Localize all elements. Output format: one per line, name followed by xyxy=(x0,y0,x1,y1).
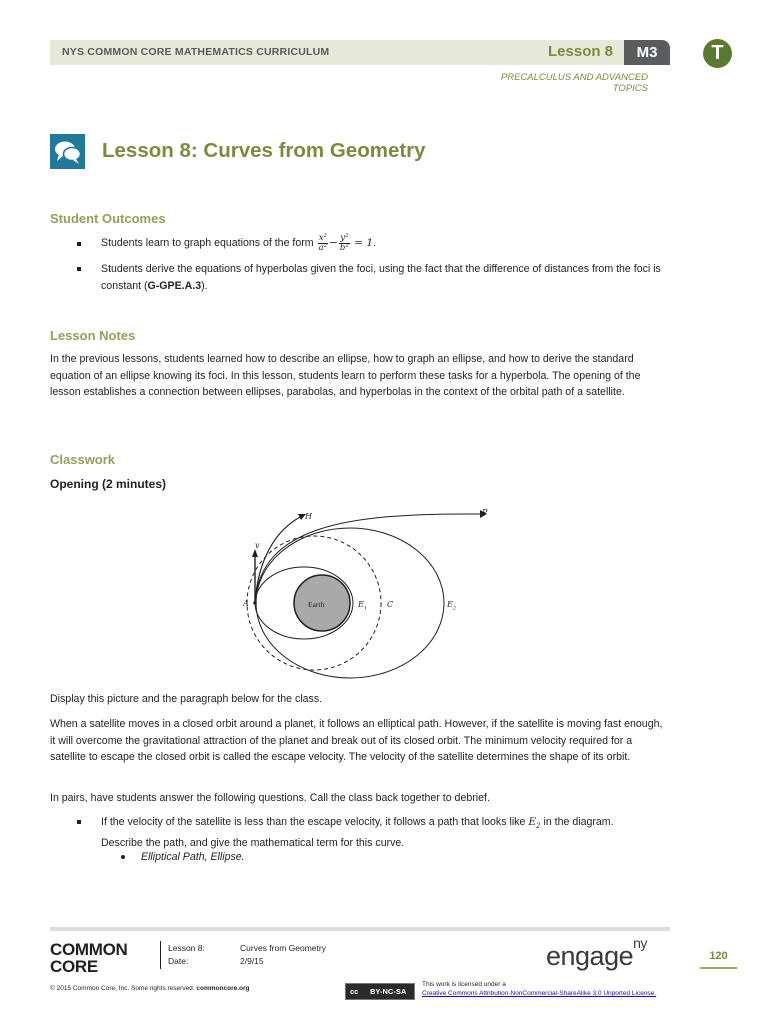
hyperbola-equation: $\frac{\text{x²}}{\text{a²}}$ − $\frac{\text{y²}}{\text{b²}}$ = 1 xyxy=(318,232,374,253)
parabola-p xyxy=(255,514,480,603)
course-label: PRECALCULUS AND ADVANCED TOPICS xyxy=(500,72,648,94)
bullet-marker xyxy=(77,242,81,246)
footer-lesson-label: Lesson 8: xyxy=(168,943,205,953)
label-e1: $E_1$ xyxy=(358,600,368,612)
outcome-2: Students derive the equations of hyperbolas given the foci, using the fact that the difference of distances from the foci is constant (G-GPE.A.3). xyxy=(101,263,661,292)
label-a: A xyxy=(243,599,249,608)
common-core-logo: COMMON CORE xyxy=(50,940,128,976)
label-h: H xyxy=(305,512,312,521)
student-outcomes-heading: Student Outcomes xyxy=(50,211,166,226)
footer-lesson-value: Curves from Geometry xyxy=(240,943,326,953)
lesson-notes-paragraph: In the previous lessons, students learned how to describe an ellipse, how to graph an ellipse, and how to derive the standard equation of an ellipse knowing its foci. In this lesson, students learn to perform these tasks for a hyperbola. The opening of the lesson establishes a connection between ellipses, parabolas, and hyperbolas in the context of the orbital path of a satellite. xyxy=(50,353,641,398)
footer-date-label: Date: xyxy=(168,956,189,966)
opening-heading: Opening (2 minutes) xyxy=(50,477,167,491)
cc-license-badge: cc BY-NC-SA xyxy=(345,983,415,1000)
teacher-icon: T xyxy=(703,39,732,68)
label-v: v xyxy=(255,541,260,550)
page-number: 120 xyxy=(709,950,728,962)
bullet-marker xyxy=(77,820,81,824)
answer-1: Elliptical Path, Ellipse. xyxy=(141,851,245,863)
page-number-underline xyxy=(700,967,737,969)
sub-bullet-marker xyxy=(121,855,125,859)
label-c: C xyxy=(387,600,394,609)
lesson-notes-heading: Lesson Notes xyxy=(50,328,136,343)
hyperbola-h xyxy=(255,516,302,603)
footer-divider xyxy=(50,927,670,931)
module-badge: M3 xyxy=(624,40,670,65)
bullet-marker xyxy=(77,267,81,271)
speech-bubbles-icon xyxy=(50,134,85,169)
copyright-text: © 2015 Common Core, Inc. Some rights reserved. commoncore.org xyxy=(50,985,250,992)
label-p: P xyxy=(482,508,488,517)
display-note: Display this picture and the paragraph below for the class. xyxy=(50,693,323,705)
classwork-heading: Classwork xyxy=(50,452,116,467)
license-link[interactable]: Creative Commons Attribution-NonCommercial-ShareAlike 3.0 Unported License. xyxy=(422,990,657,997)
label-earth: Earth xyxy=(308,600,325,609)
outcome-1: Students learn to graph equations of the form $\frac{\text{x²}}{\text{a²}}$ − $\frac{\text{y²}}{\text{b²}}$ = 1. xyxy=(101,232,377,253)
satellite-paragraph: When a satellite moves in a closed orbit around a planet, it follows an elliptical path. However, if the satellite is moving fast enough, it will overcome the gravitational attraction of the planet and break out of its closed orbit. The minimum velocity required for a satellite to escape the closed orbit is called the escape velocity. The velocity of the satellite determines the shape of its orbit. xyxy=(50,718,663,763)
footer-date-value: 2/9/15 xyxy=(240,956,264,966)
lesson-label: Lesson 8 xyxy=(548,43,614,60)
engage-ny-logo: engage$^{ny}$ xyxy=(546,935,647,971)
pairs-note: In pairs, have students answer the following questions. Call the class back together to debrief. xyxy=(50,792,490,804)
license-line-1: This work is licensed under a xyxy=(422,981,506,988)
question-1: If the velocity of the satellite is less than the escape velocity, it follows a path that looks like $E_2$ in the diagram. Describe the path, and give the mathematical term for this curve. xyxy=(101,816,614,849)
label-e2: $E_2$ xyxy=(447,600,457,612)
page-title: Lesson 8: Curves from Geometry xyxy=(102,139,426,162)
curriculum-label: NYS COMMON CORE MATHEMATICS CURRICULUM xyxy=(62,46,330,58)
orbit-diagram xyxy=(230,505,510,685)
footer-separator xyxy=(160,941,161,969)
